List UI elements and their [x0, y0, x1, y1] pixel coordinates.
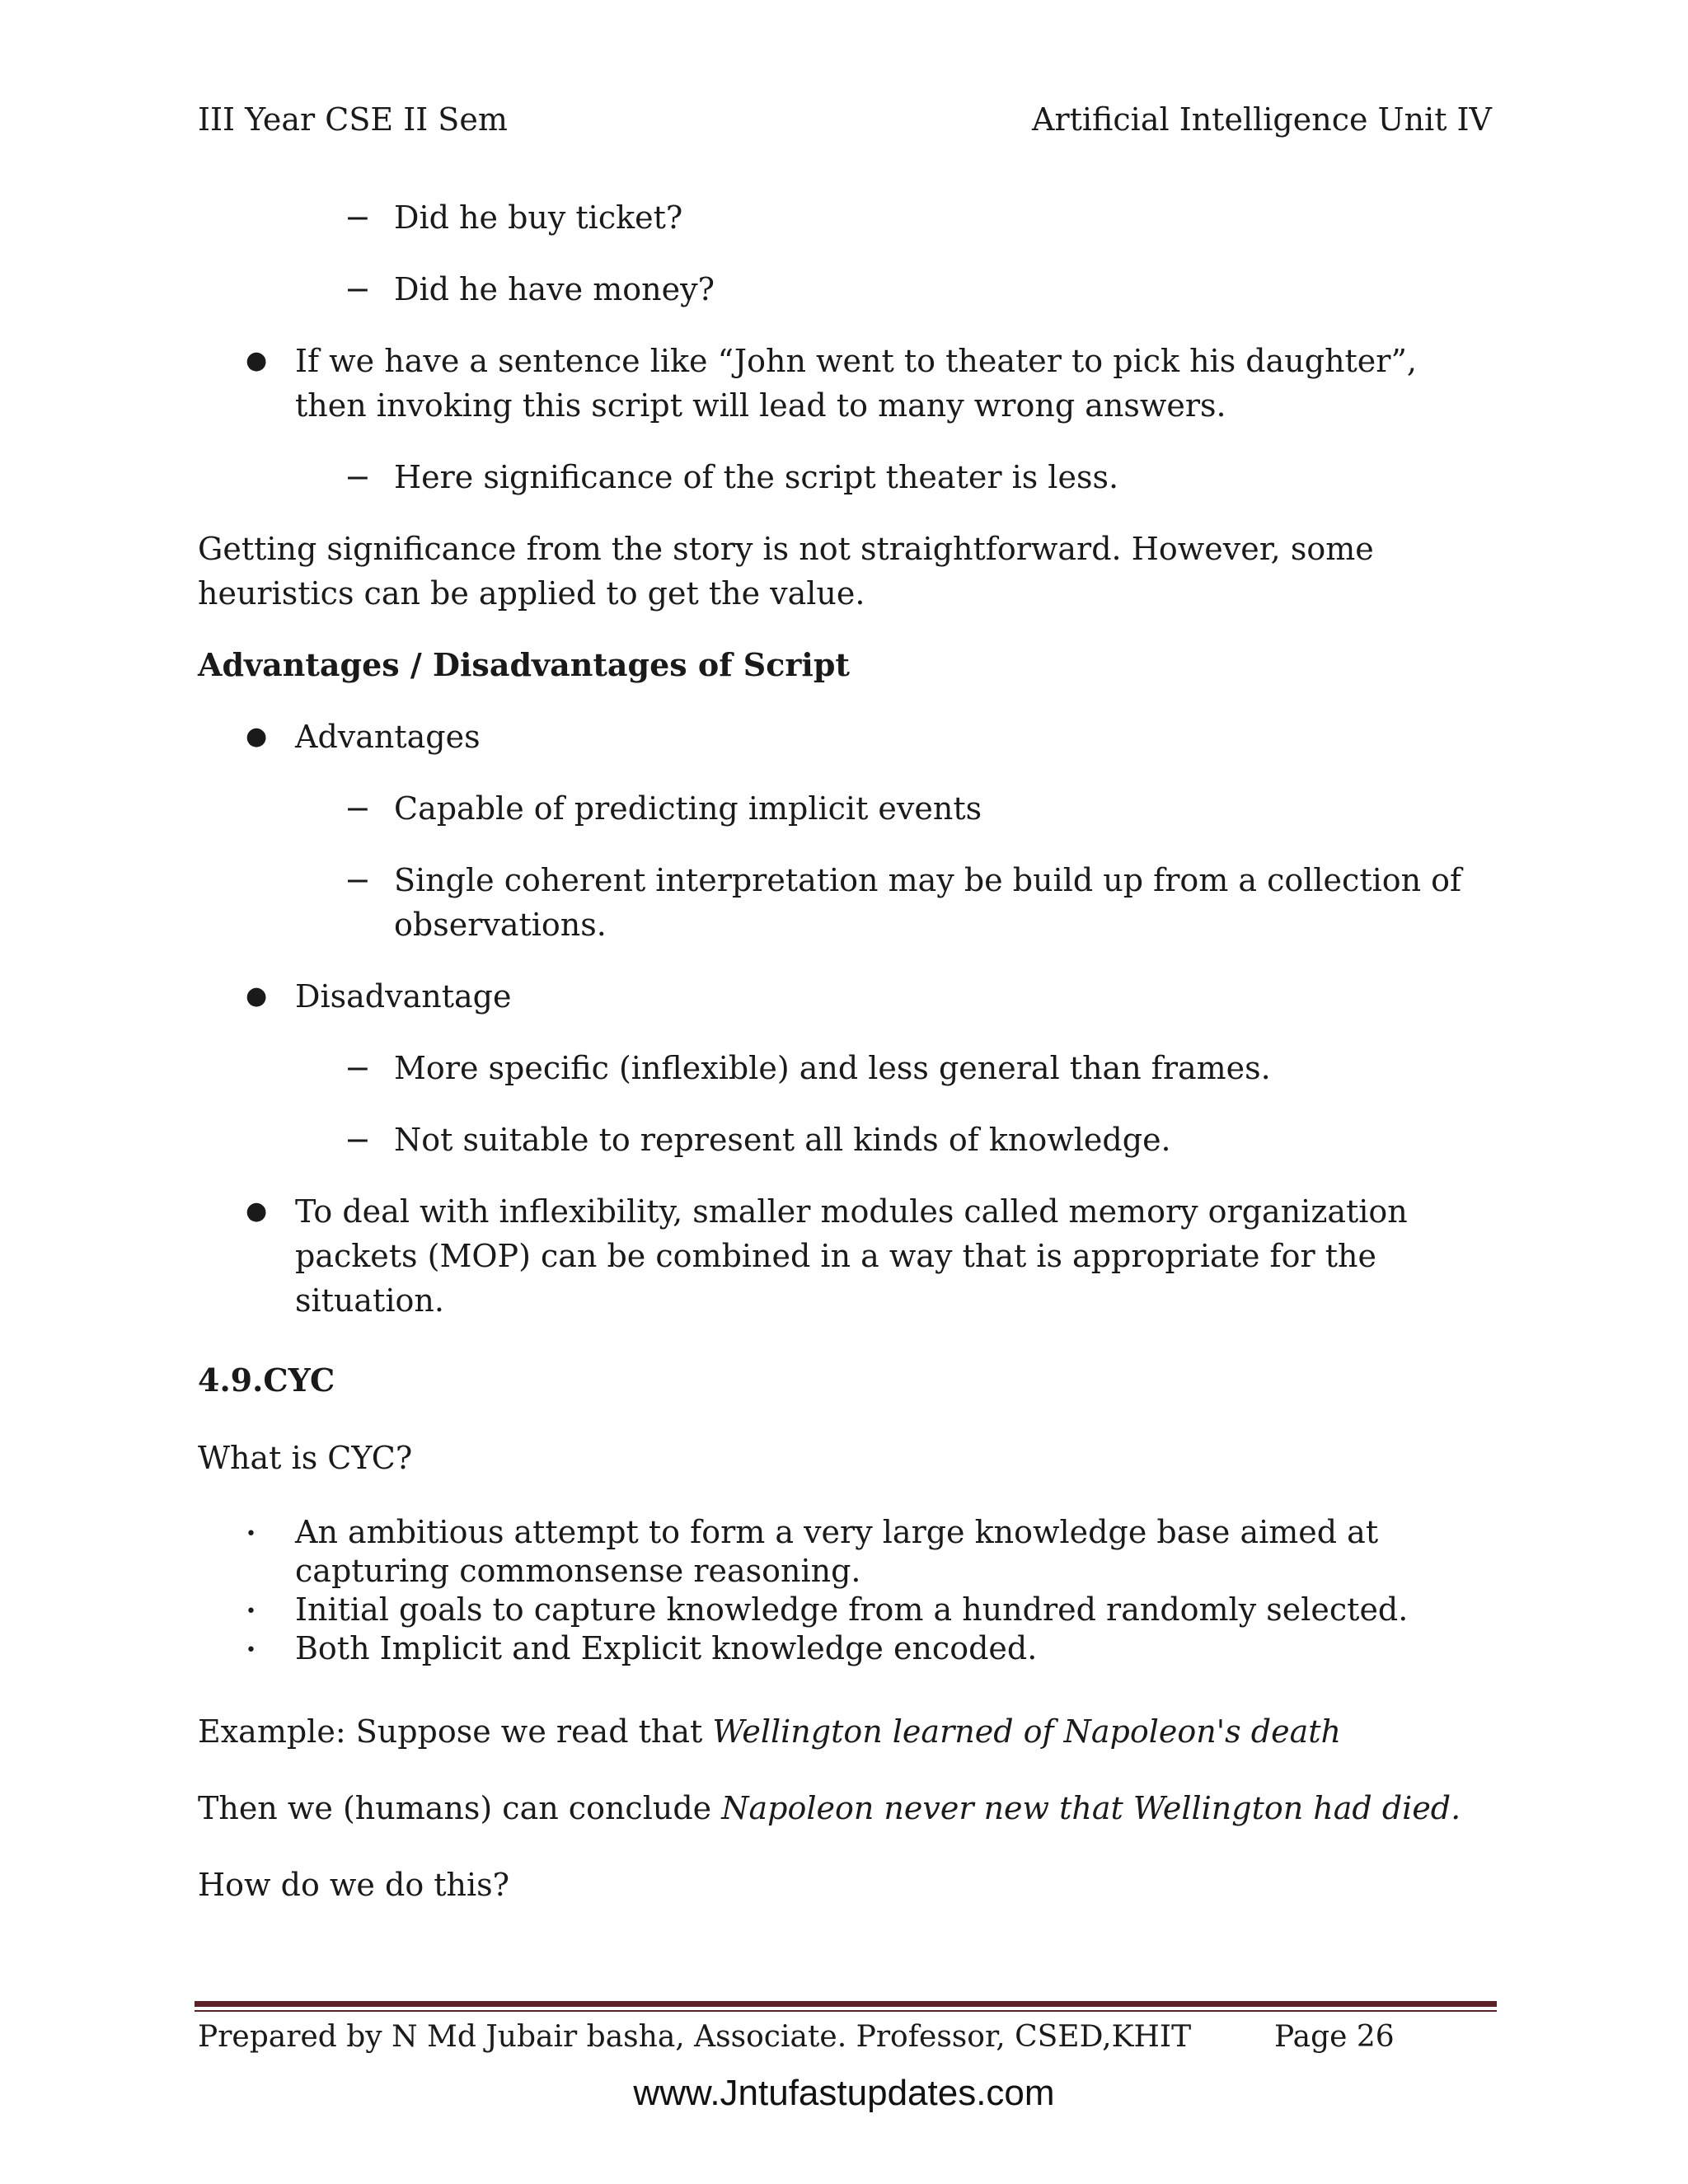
bullet-marker: •	[246, 1601, 256, 1622]
mop-line2: packets (MOP) can be combined in a way that is appropriate for the	[295, 1238, 1376, 1274]
bullet-marker: •	[246, 1524, 256, 1544]
pick-daughter-line2: then invoking this script will lead to many wrong answers.	[295, 387, 1226, 424]
significance-line2: heuristics can be applied to get the value.	[198, 575, 865, 612]
dash-marker: −	[345, 1050, 371, 1086]
bullet-marker: ●	[246, 1197, 268, 1226]
disadvantage-item-2: Not suitable to represent all kinds of knowledge.	[394, 1122, 1171, 1158]
advantage-item-2-line1: Single coherent interpretation may be build up from a collection of	[394, 862, 1462, 898]
header-course: III Year CSE II Sem	[198, 101, 508, 138]
disadvantage-item-1: More specific (inflexible) and less general than frames.	[394, 1050, 1271, 1086]
bullet-marker: ●	[246, 982, 268, 1010]
conclusion-prefix: Then we (humans) can conclude	[198, 1790, 722, 1826]
pick-daughter-line1: If we have a sentence like “John went to theater to pick his daughter”,	[295, 343, 1417, 379]
mop-line1: To deal with inflexibility, smaller modules called memory organization	[295, 1193, 1408, 1230]
footer-rule-thick	[195, 2001, 1497, 2007]
cyc-point-1-line1: An ambitious attempt to form a very large knowledge base aimed at	[295, 1514, 1379, 1550]
example-sentence	[198, 1709, 1341, 1754]
significance-line1: Getting significance from the story is not straightforward. However, some	[198, 531, 1374, 567]
advantage-item-2-line2: observations.	[394, 907, 607, 943]
cyc-point-1-line2: capturing commonsense reasoning.	[295, 1553, 861, 1589]
bullet-marker: ●	[246, 346, 268, 375]
question-ticket: Did he buy ticket?	[394, 199, 683, 236]
bullet-marker: •	[246, 1640, 256, 1661]
question-money: Did he have money?	[394, 271, 715, 307]
footer-page-number: Page 26	[1274, 2020, 1395, 2054]
conclusion-italic: Napoleon never new that Wellington had died.	[721, 1790, 1461, 1826]
section-heading-advantages: Advantages / Disadvantages of Script	[198, 646, 850, 683]
cyc-question: What is CYC?	[198, 1440, 413, 1476]
section-heading-cyc: 4.9.CYC	[198, 1361, 335, 1399]
mop-line3: situation.	[295, 1282, 444, 1319]
dash-marker: −	[345, 459, 371, 495]
disadvantage-label: Disadvantage	[295, 978, 512, 1015]
advantages-label: Advantages	[295, 719, 481, 755]
theater-significance: Here significance of the script theater is less.	[394, 459, 1119, 495]
footer-prepared-by: Prepared by N Md Jubair basha, Associate. Professor, CSED,KHIT	[198, 2020, 1192, 2054]
bullet-marker: ●	[246, 722, 268, 751]
dash-marker: −	[345, 790, 371, 827]
how-question: How do we do this?	[198, 1867, 510, 1903]
cyc-point-3: Both Implicit and Explicit knowledge encoded.	[295, 1630, 1038, 1666]
dash-marker: −	[345, 199, 371, 236]
footer-website: www.Jntufastupdates.com	[633, 2073, 1055, 2113]
example-prefix: Example: Suppose we read that	[198, 1713, 713, 1750]
footer-rule-thin	[195, 2010, 1497, 2012]
example-italic: Wellington learned of Napoleon's death	[712, 1713, 1341, 1750]
advantage-item-1: Capable of predicting implicit events	[394, 790, 982, 827]
header-subject: Artificial Intelligence Unit IV	[1032, 101, 1492, 138]
dash-marker: −	[345, 1122, 371, 1158]
dash-marker: −	[345, 271, 371, 307]
cyc-point-2: Initial goals to capture knowledge from a hundred randomly selected.	[295, 1591, 1409, 1628]
dash-marker: −	[345, 862, 371, 898]
conclusion-sentence	[198, 1786, 1461, 1830]
